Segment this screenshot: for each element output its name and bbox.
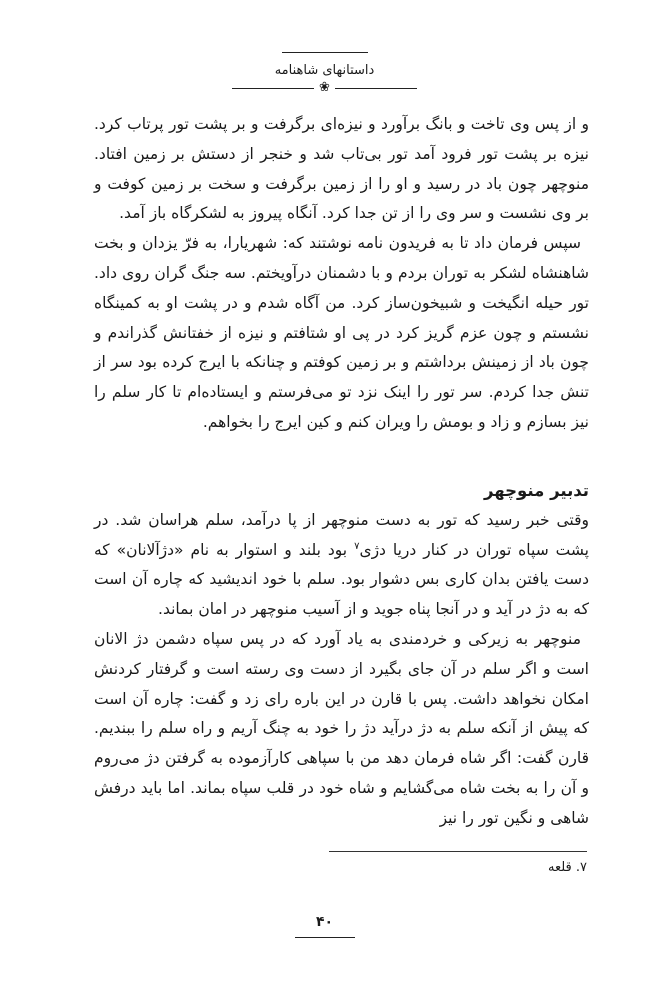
page-number-block	[0, 913, 649, 938]
footnote-marker: ۷	[354, 540, 360, 552]
header-top-rule	[282, 52, 368, 53]
paragraph	[94, 506, 589, 625]
running-title: داستانهای شاهنامه	[274, 63, 375, 78]
header-ornament	[0, 82, 649, 94]
ornament-left-rule	[232, 88, 314, 89]
paragraph: و از پس وی تاخت و بانگ برآورد و نیزه‌ای برگرفت و بر پشت تور پرتاب کرد. نیزه بر پشت تور فرود آمد تور بی‌تاب شد و خنجر از دستش بر زمین افتاد. منوچهر چون باد در رسید و او را از زمین برگرفت و سخت بر زمین کوفت و بر وی نشست و سر وی را از تن جدا کرد. آنگاه پیروز به لشکرگاه باز آمد.	[94, 115, 589, 223]
paragraph-text: بود بلند و استوار به نام «دژآلانان» که دست یافتن بدان کاری بس دشوار بود. سلم با خود اندیشید که چاره آن است که به دژ در آید و در آنجا پناه جوید و از آسیب منوچهر در امان بماند.	[94, 540, 589, 619]
footnote: ۷. قلعه	[547, 860, 587, 875]
section-heading: تدبیر منوچهر	[483, 480, 589, 500]
footnote-divider	[329, 851, 587, 852]
main-text	[94, 110, 589, 834]
running-header	[0, 52, 649, 94]
page-number: ۴۰	[315, 914, 334, 930]
paragraph: سپس فرمان داد تا به فریدون نامه نوشتند که: شهریارا، به فرّ یزدان و بخت شاهنشاه لشکر به توران بردم و با دشمنان درآویختم. سه جنگ گران روی داد. تور حیله انگیخت و شبیخون‌ساز کرد. من آگاه شدم و در پشت او به کمینگاه نشستم و چون عزم گریز کرد در پی او شتافتم و نیزه از خفتانش گذراندم و چون باد از زمینش برداشتم و بر زمین کوفتم و چنانکه با ایرج کرده بود سر از تنش جدا کردم. سر تور را اینک نزد تو می‌فرستم و ایستاده‌ام تا کار سلم را نیز بسازم و زاد و بومش را ویران کنم و کین ایرج را بخواهم.	[94, 234, 589, 431]
paragraph-text: وقتی خبر رسید که تور به دست منوچهر از پا درآمد، سلم هراسان شد. در پشت سپاه توران در کنار دریا دژی	[94, 510, 589, 559]
ornament-right-rule	[335, 88, 417, 89]
page-number-rule	[295, 937, 355, 938]
paragraph: منوچهر به زیرکی و خردمندی به یاد آورد که در پس سپاه دشمن دژ الانان است و اگر سلم در آن جای بگیرد از دست وی رسته است و گرفتار کردنش امکان نخواهد داشت. پس با قارن در این باره رای زد و گفت: چاره آن است که پیش از آنکه سلم به دژ درآید دژ را خود به چنگ آریم و راه سلم را ببندیم. قارن گفت: اگر شاه فرمان دهد من با سپاهی کارآزموده به گرفتن دژ می‌روم و آن را به بخت شاه می‌گشایم و شاه خود در قلب سپاه بماند. اما باید درفش شاهی و نگین تور را نیز	[94, 629, 589, 827]
flower-ornament-icon: ❀	[319, 80, 330, 95]
